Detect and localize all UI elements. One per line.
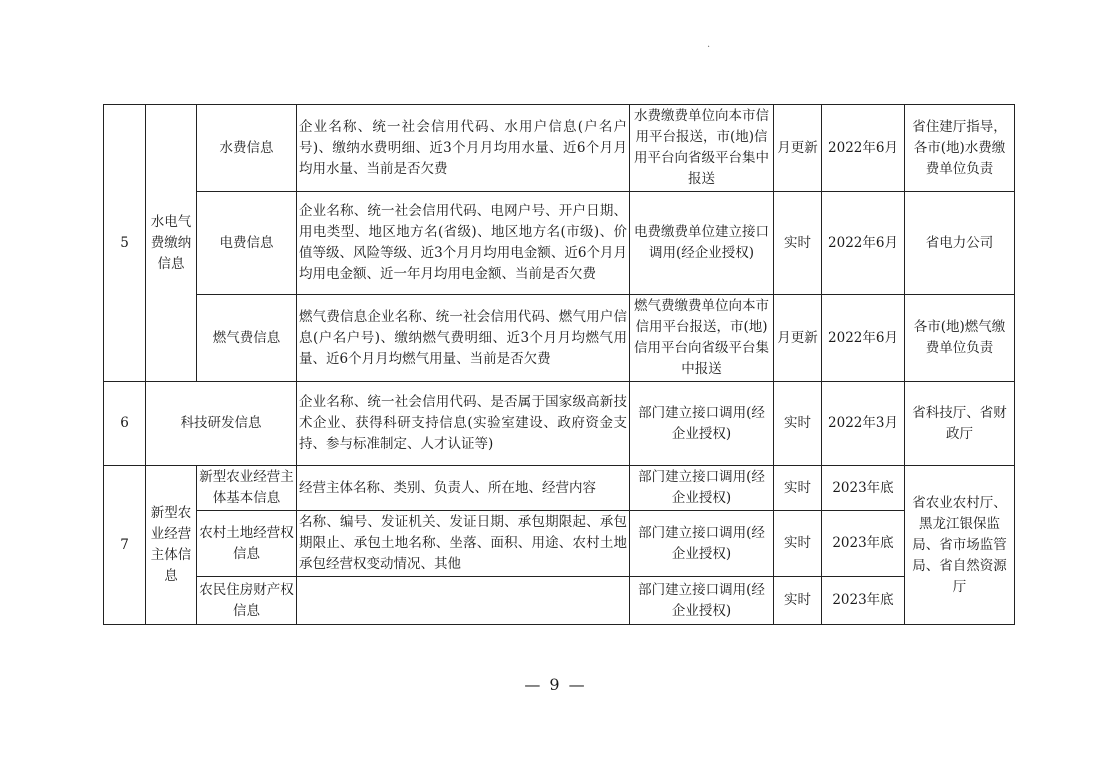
content-cell: 经营主体名称、类别、负责人、所在地、经营内容: [297, 466, 630, 511]
content-cell: 企业名称、统一社会信用代码、是否属于国家级高新技术企业、获得科研支持信息(实验室建设、政府资金支持、参与标准制定、人才认证等): [297, 382, 630, 466]
time-cell: 2022年6月: [822, 295, 905, 382]
item-name: 农民住房财产权信息: [197, 577, 297, 625]
method-cell: 水费缴费单位向本市信用平台报送，市(地)信用平台向省级平台集中报送: [630, 105, 774, 192]
frequency-cell: 实时: [774, 192, 822, 295]
category-cell: 水电气费缴纳信息: [146, 105, 197, 382]
item-name: 新型农业经营主体基本信息: [197, 466, 297, 511]
time-cell: 2022年6月: [822, 192, 905, 295]
responsible-cell: 省电力公司: [905, 192, 1015, 295]
time-cell: 2023年底: [822, 577, 905, 625]
table-row: [104, 192, 1015, 295]
method-cell: 部门建立接口调用(经企业授权): [630, 511, 774, 577]
time-cell: 2023年底: [822, 466, 905, 511]
frequency-cell: 实时: [774, 577, 822, 625]
table-row: [104, 466, 1015, 511]
item-name: 燃气费信息: [197, 295, 297, 382]
responsible-cell: 省科技厅、省财政厅: [905, 382, 1015, 466]
responsible-cell: 各市(地)燃气缴费单位负责: [905, 295, 1015, 382]
frequency-cell: 月更新: [774, 105, 822, 192]
row-number: 6: [104, 382, 146, 466]
category-cell: 新型农业经营主体信息: [146, 466, 197, 625]
table-row: [104, 295, 1015, 382]
responsible-cell: 省住建厅指导，各市(地)水费缴费单位负责: [905, 105, 1015, 192]
content-cell: 企业名称、统一社会信用代码、水用户信息(户名户号)、缴纳水费明细、近3个月月均用水量、近6个月月均用水量、当前是否欠费: [297, 105, 630, 192]
table-row: [104, 577, 1015, 625]
method-cell: 燃气费缴费单位向本市信用平台报送，市(地)信用平台向省级平台集中报送: [630, 295, 774, 382]
frequency-cell: 实时: [774, 382, 822, 466]
page-number: — 9 —: [524, 675, 587, 694]
method-cell: 部门建立接口调用(经企业授权): [630, 577, 774, 625]
row-number: 5: [104, 105, 146, 382]
scan-speck: ·: [707, 42, 711, 53]
content-cell: 企业名称、统一社会信用代码、电网户号、开户日期、用电类型、地区地方名(省级)、地区地方名(市级)、价值等级、风险等级、近3个月月均用电金额、近6个月月均用电金额、近一年月均用电金额、当前是否欠费: [297, 192, 630, 295]
table-row: [104, 382, 1015, 466]
item-name: 农村土地经营权信息: [197, 511, 297, 577]
time-cell: 2022年6月: [822, 105, 905, 192]
frequency-cell: 月更新: [774, 295, 822, 382]
time-cell: 2023年底: [822, 511, 905, 577]
content-cell: 名称、编号、发证机关、发证日期、承包期限起、承包期限止、承包土地名称、坐落、面积、用途、农村土地承包经营权变动情况、其他: [297, 511, 630, 577]
category-cell: 科技研发信息: [146, 382, 297, 466]
data-sharing-table: [103, 104, 1015, 625]
time-cell: 2022年3月: [822, 382, 905, 466]
table-row: [104, 511, 1015, 577]
row-number: 7: [104, 466, 146, 625]
content-cell: [297, 577, 630, 625]
item-name: 水费信息: [197, 105, 297, 192]
frequency-cell: 实时: [774, 511, 822, 577]
method-cell: 电费缴费单位建立接口调用(经企业授权): [630, 192, 774, 295]
method-cell: 部门建立接口调用(经企业授权): [630, 466, 774, 511]
table-row: [104, 105, 1015, 192]
method-cell: 部门建立接口调用(经企业授权): [630, 382, 774, 466]
frequency-cell: 实时: [774, 466, 822, 511]
item-name: 电费信息: [197, 192, 297, 295]
responsible-cell: 省农业农村厅、黑龙江银保监局、省市场监管局、省自然资源厅: [905, 466, 1015, 625]
content-cell: 燃气费信息企业名称、统一社会信用代码、燃气用户信息(户名户号)、缴纳燃气费明细、近3个月月均燃气用量、近6个月月均燃气用量、当前是否欠费: [297, 295, 630, 382]
